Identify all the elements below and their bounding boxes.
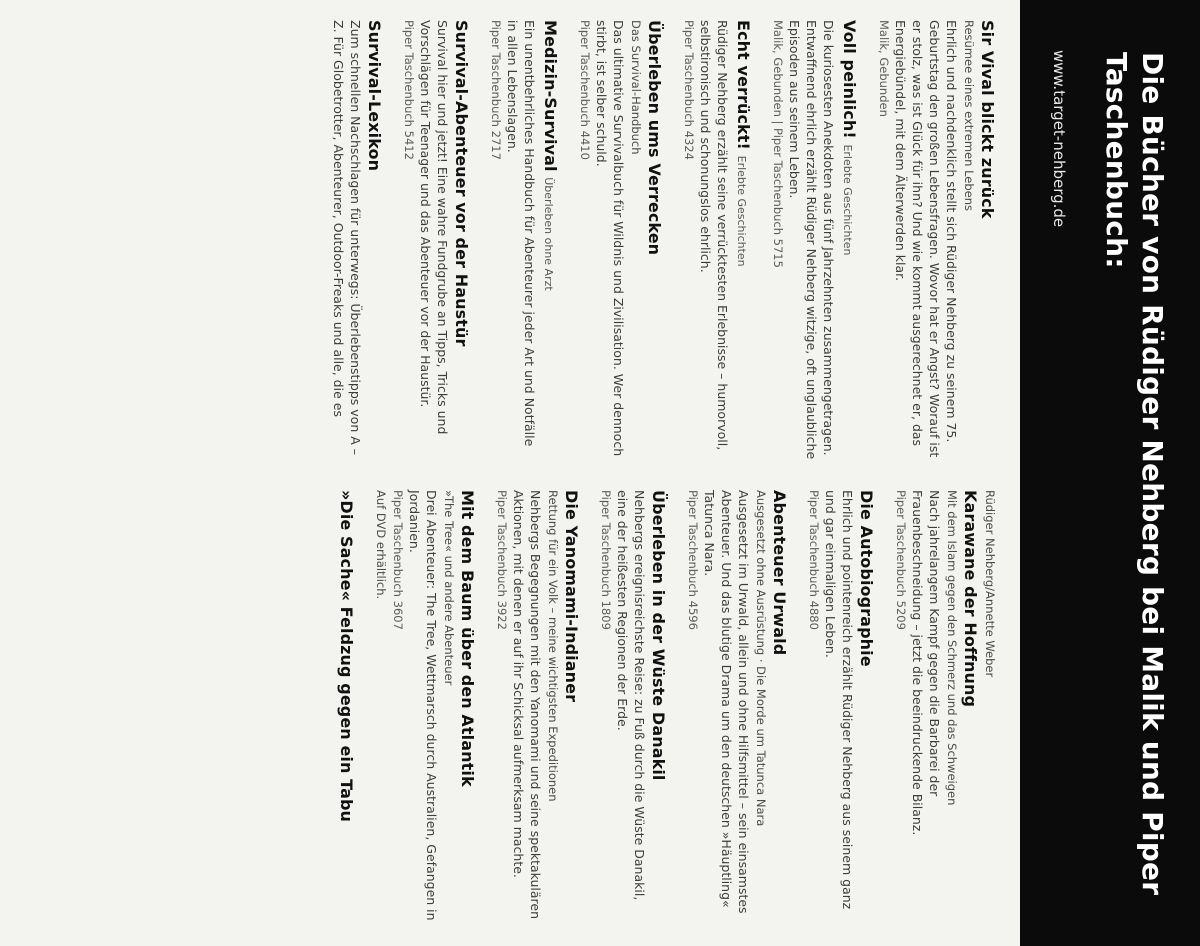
book-title-line <box>731 20 754 460</box>
book-title: »Die Sache« Feldzug gegen ein Tabu <box>337 490 356 823</box>
book-publisher: Piper Taschenbuch 2717 <box>489 20 503 160</box>
book-entry <box>372 490 478 930</box>
book-subtitle: Erlebte Geschichten <box>841 144 854 256</box>
book-entry <box>400 20 472 460</box>
book-note: Rettung für ein Volk – meine wichtigsten Expeditionen <box>546 490 560 802</box>
book-entry <box>336 490 357 930</box>
book-subtitle: Überleben ohne Arzt <box>542 177 555 291</box>
book-description: Ausgesetzt im Urwald, allein und ohne Hilfsmittel – sein einsamstes Abenteuer. Und das blutige Drama um den deutschen »Häuptling« Tatunca Nara. <box>702 490 751 914</box>
book-title-line <box>977 20 998 460</box>
book-title: Überleben ums Verrecken <box>645 20 664 256</box>
book-title-line <box>837 20 860 460</box>
book-entry <box>805 490 877 930</box>
book-title-line <box>856 490 877 930</box>
book-note: »The Tree« und andere Abenteuer <box>442 490 456 686</box>
book-title: Abenteuer Urwald <box>770 490 789 656</box>
book-entry <box>597 490 669 930</box>
book-entry <box>680 20 754 460</box>
book-title-line <box>648 490 669 930</box>
book-title-line <box>457 490 478 930</box>
book-description: Nehbergs ereignisreichste Reise: zu Fuß durch die Wüste Danakil, eine der heißesten Regionen der Erde. <box>615 490 647 901</box>
book-note: Ausgesetzt ohne Ausrüstung · Die Morde um Tatunca Nara <box>754 490 768 827</box>
book-title: Echt verrückt! <box>734 20 753 150</box>
book-title-line <box>336 490 357 930</box>
book-note: Resümee eines extremen Lebens <box>962 20 976 212</box>
book-publisher: Piper Taschenbuch 4324 <box>682 20 696 160</box>
book-publisher: Piper Taschenbuch 5209 <box>894 490 908 630</box>
book-title: Medizin-Survival <box>541 20 560 172</box>
book-title: Voll peinlich! <box>840 20 859 139</box>
page-title: Die Bücher von Rüdiger Nehberg bei Malik und Piper Taschenbuch: <box>1100 52 1169 896</box>
book-title-line <box>451 20 472 460</box>
book-description: Ein unentbehrliches Handbuch für Abenteurer jeder Art und Notfälle in allen Lebenslagen. <box>505 20 537 447</box>
book-publisher: Piper Taschenbuch 1809 <box>599 490 613 630</box>
book-title: Überleben in der Wüste Danakil <box>649 490 668 781</box>
book-publisher: Piper Taschenbuch 3607 <box>391 490 405 630</box>
book-publisher: Malik, Gebunden <box>877 20 891 117</box>
book-description: Nach jahrelangem Kampf gegen die Barbarei der Frauenbeschneidung – jetzt die beeindruckende Bilanz. <box>910 490 942 836</box>
book-description: Drei Abenteuer: The Tree, Wettmarsch durch Australien, Gefangen in Jordanien. <box>407 490 439 921</box>
book-description: Das ultimative Survivalbuch für Wildnis und Zivilisation. Wer dennoch stirbt, ist selber schuld. <box>594 20 626 457</box>
book-publisher: Piper Taschenbuch 4880 <box>807 490 821 630</box>
book-description: Nehbergs Begegnungen mit den Yanomami und seine spektakulären Aktionen, mit denen er auf ihr Schicksal aufmerksam machte. <box>511 490 543 920</box>
book-publisher: Piper Taschenbuch 4596 <box>686 490 700 630</box>
book-title-line <box>769 490 790 930</box>
book-entry <box>892 490 998 930</box>
book-column-right <box>321 490 998 930</box>
book-publisher: Malik, Gebunden | Piper Taschenbuch 5715 <box>771 20 785 268</box>
book-description: Ehrlich und nachdenklich stellt sich Rüdiger Nehberg zu seinem 75. Geburtstag den großen Lebensfragen. Wovor hat er Angst? Worauf ist er stolz, was ist Glück für ihn? Und wie kommt ausgerechnet er, das Energiebündel, mit dem Älterwerden klar. <box>893 20 959 458</box>
book-note: Das Survival-Handbuch <box>629 20 643 155</box>
book-entry <box>330 20 385 460</box>
book-title: Mit dem Baum über den Atlantik <box>458 490 477 787</box>
book-title-line <box>364 20 385 460</box>
book-extra-note: Auf DVD erhältlich. <box>374 490 388 600</box>
website-url[interactable]: www.target-nehberg.de <box>1050 50 1068 228</box>
book-author: Rüdiger Nehberg/Annette Weber <box>983 490 997 678</box>
book-subtitle: Erlebte Geschichten <box>735 155 748 267</box>
book-description: Rüdiger Nehberg erzählt seine verrücktesten Erlebnisse – humorvoll, selbstironisch und schonungslos ehrlich. <box>698 20 730 451</box>
book-title: Die Autobiographie <box>857 490 876 667</box>
book-title: Sir Vival blickt zurück <box>978 20 997 219</box>
book-entry <box>769 20 860 460</box>
book-description: Die kuriosesten Anekdoten aus fünf Jahrzehnten zusammengetragen. Entwaffnend ehrlich erzählt Rüdiger Nehberg witzige, oft unglaubliche Episoden aus seinem Leben. <box>787 20 836 460</box>
book-title-line <box>561 490 582 930</box>
book-description: Ehrlich und pointenreich erzählt Rüdiger Nehberg aus seinem ganz und gar einmaligen Leben. <box>823 490 855 910</box>
book-note: Mit dem Islam gegen den Schmerz und das Schweigen <box>945 490 959 806</box>
book-title-line <box>538 20 561 460</box>
book-title: Karawane der Hoffnung <box>961 490 980 708</box>
book-entry <box>875 20 998 460</box>
book-title: Survival-Lexikon <box>365 20 384 172</box>
book-entry <box>684 490 790 930</box>
book-description: Survival hier und jetzt! Eine wahre Fundgrube an Tipps, Tricks und Vorschlägen für Teenager und das Abenteuer vor der Haustür. <box>418 20 450 435</box>
book-title: Die Yanomami-Indianer <box>562 490 581 703</box>
book-publisher: Piper Taschenbuch 5412 <box>402 20 416 160</box>
book-publisher: Piper Taschenbuch 3922 <box>495 490 509 630</box>
book-title: Survival-Abenteuer vor der Haustür <box>452 20 471 347</box>
header-banner <box>1020 0 1200 946</box>
book-entry <box>487 20 561 460</box>
book-title-line <box>960 490 981 930</box>
book-entry <box>576 20 665 460</box>
book-title-line <box>644 20 665 460</box>
book-entry <box>493 490 582 930</box>
book-description: Zum schnellen Nachschlagen für unterwegs: Überlebenstipps von A – Z. Für Globetrotter, Abenteurer, Outdoor-Freaks und alle, die es <box>331 20 363 455</box>
book-publisher: Piper Taschenbuch 4410 <box>578 20 592 160</box>
book-column-left <box>315 20 998 460</box>
